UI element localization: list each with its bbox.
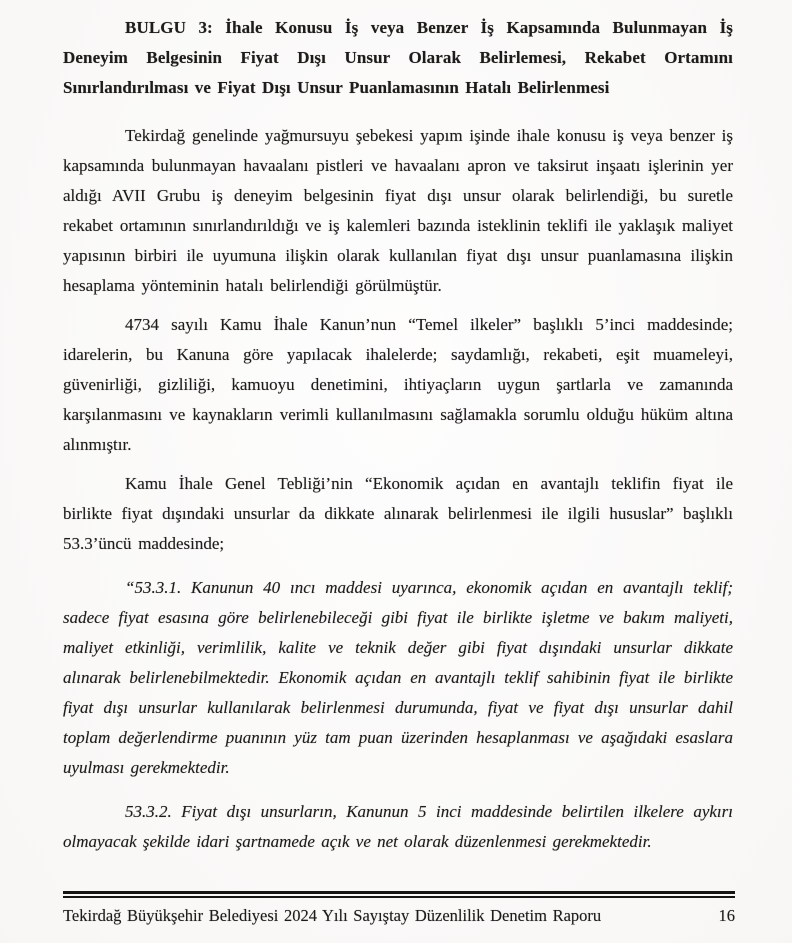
footer-report-title: Tekirdağ Büyükşehir Belediyesi 2024 Yılı Sayıştay Düzenlilik Denetim Raporu (63, 906, 602, 925)
quoted-regulation-53-3-2: 53.3.2. Fiyat dışı unsurların, Kanunun 5 inci maddesinde belirtilen ilkelere aykırı olmayacak şekilde idari şartnamede açık ve net olarak düzenlenmesi gerekmektedir. (63, 802, 733, 851)
page-footer (63, 891, 735, 927)
communique-intro-paragraph: Kamu İhale Genel Tebliği’nin “Ekonomik açıdan en avantajlı teklifin fiyat ile birlikte fiyat dışındaki unsurlar da dikkate alınarak belirlenmesi ile ilgili hususlar” başlıklı 53.3’üncü maddesinde; (63, 474, 733, 553)
quoted-regulation-53-3-1: “53.3.1. Kanunun 40 ıncı maddesi uyarınca, ekonomik açıdan en avantajlı teklif; sadece fiyat esasına göre belirlenebileceği gibi fiyat ile birlikte işletme ve bakım maliyeti, maliyet etkinliği, verimlilik, kalite ve teknik değer gibi fiyat dışındaki unsurlar dikkate alınarak belirlenebilmektedir. Ekonomik açıdan en avantajlı teklif sahibinin fiyat ile birlikte fiyat dışı unsurlar kullanılarak belirlenmesi durumunda, fiyat ve fiyat dışı unsurlar dahil toplam değerlendirme puanının yüz tam puan üzerinden hesaplanması ve aşağıdaki esaslara uyulması gerekmektedir. (63, 578, 733, 777)
footer-double-rule (63, 891, 735, 898)
footer-page-number: 16 (718, 906, 735, 925)
finding-heading: BULGU 3: İhale Konusu İş veya Benzer İş Kapsamında Bulunmayan İş Deneyim Belgesinin Fiyat Dışı Unsur Olarak Belirlemesi, Rekabet Ortamını Sınırlandırılması ve Fiyat Dışı Unsur Puanlamasının Hatalı Belirlenmesi (63, 18, 733, 97)
law-4734-paragraph: 4734 sayılı Kamu İhale Kanun’nun “Temel ilkeler” başlıklı 5’inci maddesinde; idarelerin, bu Kanuna göre yapılacak ihalelerde; saydamlığı, rekabeti, eşit muameleyi, güvenirliği, gizliliği, kamuoyu denetimini, ihtiyaçların uygun şartlarla ve zamanında karşılanmasını ve kaynakların verimli kullanılmasını sağlamakla sorumlu olduğu hüküm altına alınmıştır. (63, 315, 733, 454)
finding-summary-paragraph: Tekirdağ genelinde yağmursuyu şebekesi yapım işinde ihale konusu iş veya benzer iş kapsamında bulunmayan havaalanı pistleri ve havaalanı apron ve taksirut inşaatı işlerinin yer aldığı AVII Grubu iş deneyim belgesinin fiyat dışı unsur olarak belirlendiği, bu suretle rekabet ortamının sınırlandırıldığı ve iş kalemleri bazında isteklinin teklifi ile yaklaşık maliyet yapısının birbiri ile uyumuna ilişkin olarak kullanılan fiyat dışı unsur puanlamasına ilişkin hesaplama yönteminin hatalı belirlendiği görülmüştür. (63, 126, 733, 295)
